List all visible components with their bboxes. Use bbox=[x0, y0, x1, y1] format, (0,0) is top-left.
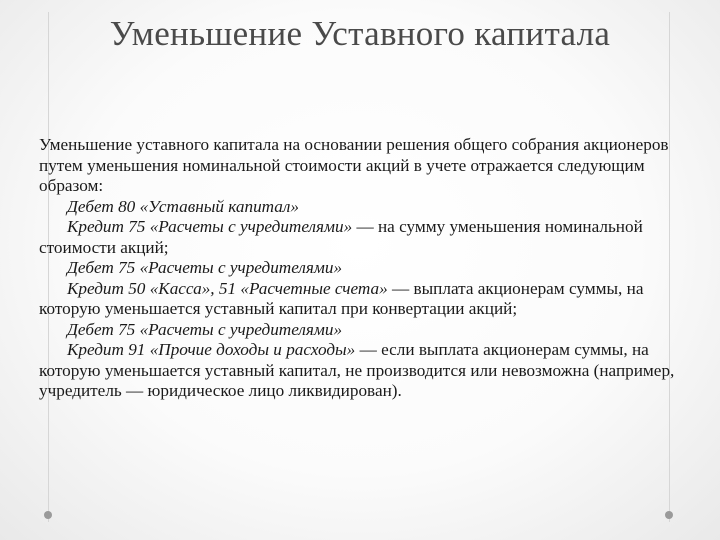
entry1-credit: Кредит 75 «Расчеты с учредителями» bbox=[67, 217, 353, 236]
bottom-left-dot bbox=[44, 511, 52, 519]
entry1-description: — на сумму уменьшения номинальной стоимости акций; bbox=[39, 217, 643, 257]
bottom-right-dot bbox=[665, 511, 673, 519]
entry2-description: — выплата акционерам суммы, на которую уменьшается уставный капитал при конвертации акций; bbox=[39, 278, 644, 318]
entry2-credit-line bbox=[39, 279, 699, 320]
entry3-credit: Кредит 91 «Прочие доходы и расходы» bbox=[67, 340, 356, 359]
entry3-description: — если выплата акционерам суммы, на которую уменьшается уставный капитал, не производится или невозможна (например, учредитель — юридическое лицо ликвидирован). bbox=[39, 340, 675, 400]
entry2-credit: Кредит 50 «Касса», 51 «Расчетные счета» bbox=[67, 278, 388, 298]
intro-paragraph: Уменьшение уставного капитала на основании решения общего собрания акционеров путем уменьшения номинальной стоимости акций в учете отражается следующим образом: bbox=[39, 135, 669, 195]
entry1-debit: Дебет 80 «Уставный капитал» bbox=[67, 196, 299, 216]
entry2-debit: Дебет 75 «Расчеты с учредителями» bbox=[67, 258, 343, 277]
entry3-credit-line bbox=[39, 340, 699, 402]
entry3-debit: Дебет 75 «Расчеты с учредителями» bbox=[67, 319, 343, 339]
entry1-credit-line bbox=[39, 217, 699, 258]
slide-body bbox=[39, 135, 699, 402]
slide-title: Уменьшение Уставного капитала bbox=[109, 14, 611, 53]
